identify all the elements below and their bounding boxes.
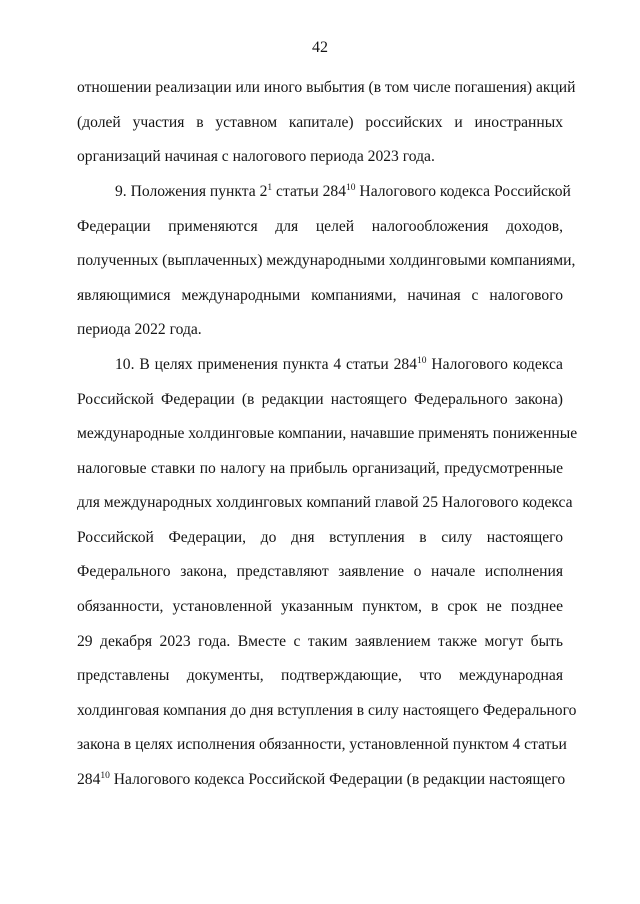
text-line: представлены документы, подтверждающие, что международная [77,667,563,684]
text-line: организаций начиная с налогового периода 2023 года. [77,148,435,165]
text-line: обязанности, установленной указанным пунктом, в срок не позднее [77,598,563,615]
text-line: Российской Федерации (в редакции настоящего Федерального закона) [77,391,563,408]
superscript: 1 [267,183,273,193]
text-line: полученных (выплаченных) международными холдинговыми компаниями, [77,252,576,269]
text-line: 29 декабря 2023 года. Вместе с таким заявлением также могут быть [77,633,563,650]
text-line: для международных холдинговых компаний главой 25 Налогового кодекса [77,494,573,511]
text-line: холдинговая компания до дня вступления в силу настоящего Федерального [77,702,577,719]
text-line: отношении реализации или иного выбытия (в том числе погашения) акций [77,79,576,96]
text-line: Российской Федерации, до дня вступления в силу настоящего [77,529,563,546]
text-line: являющимися международными компаниями, начиная с налогового [77,287,563,304]
superscript: 10 [100,771,110,781]
text-line: $284^{10}$ Налогового кодекса Российской Федерации (в редакции настоящего [77,771,566,788]
page-number: 42 [312,39,328,56]
text-line: (долей участия в уставном капитале) российских и иностранных [77,114,563,131]
text-line: периода 2022 года. [77,321,202,338]
text-line: Федерального закона, представляют заявление о начале исполнения [77,563,563,580]
text-line: 9. Положения пункта $2^1$ статьи $284^{10}$ Налогового кодекса Российской [115,183,571,200]
text-line: закона в целях исполнения обязанности, установленной пунктом 4 статьи [77,736,567,753]
text-line: Федерации применяются для целей налогообложения доходов, [77,218,563,235]
text-line: 10. В целях применения пункта 4 статьи $284^{10}$ Налогового кодекса [115,356,563,373]
text-line: налоговые ставки по налогу на прибыль организаций, предусмотренные [77,460,563,477]
superscript: 10 [417,356,427,366]
superscript: 10 [346,183,356,193]
text-line: международные холдинговые компании, начавшие применять пониженные [77,425,578,442]
